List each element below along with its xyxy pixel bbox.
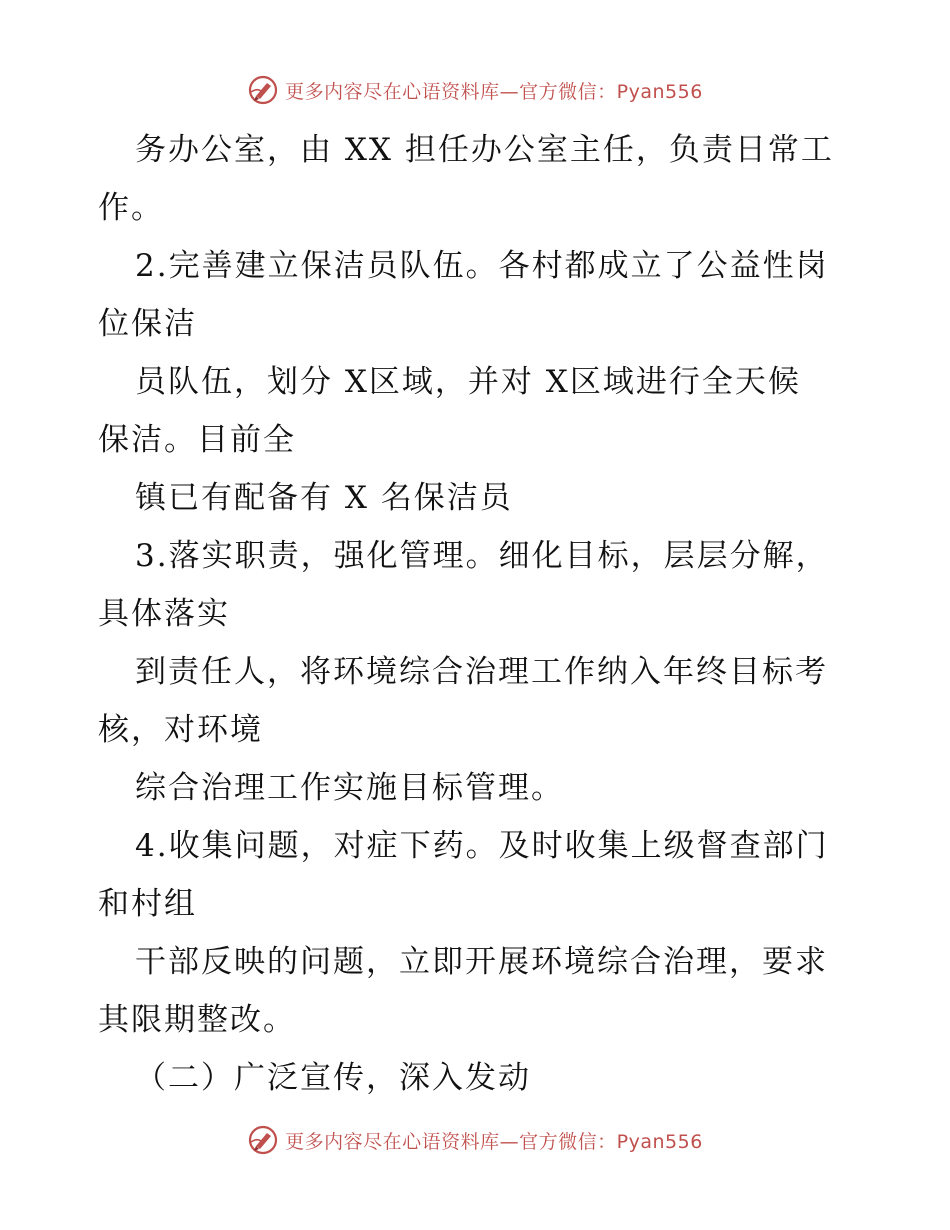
body-line: 到责任人，将环境综合治理工作纳入年终目标考 (135, 654, 828, 690)
body-line: 干部反映的问题，立即开展环境综合治理，要求 (135, 944, 828, 980)
body-line: 作。 (98, 190, 164, 226)
body-line: 3.落实职责，强化管理。细化目标，层层分解， (135, 538, 829, 574)
body-line: 4.收集问题，对症下药。及时收集上级督查部门 (135, 828, 829, 864)
body-line: 其限期整改。 (98, 1002, 296, 1038)
body-line: 保洁。目前全 (98, 422, 296, 458)
body-line: 员队伍，划分 X区域，并对 X区域进行全天候 (135, 364, 801, 400)
body-line: 综合治理工作实施目标管理。 (135, 770, 564, 806)
header-banner (0, 70, 950, 110)
section-heading: （二）广泛宣传，深入发动 (135, 1060, 531, 1096)
footer-banner-text: 更多内容尽在心语资料库—官方微信：Pyan556 (285, 1130, 703, 1153)
body-line: 具体落实 (98, 596, 230, 632)
body-line: 务办公室，由 XX 担任办公室主任，负责日常工 (135, 132, 834, 168)
header-banner-text: 更多内容尽在心语资料库—官方微信：Pyan556 (285, 80, 703, 103)
body-line: 核，对环境 (98, 712, 263, 748)
body-line: 和村组 (98, 886, 197, 922)
body-line: 镇已有配备有 X 名保洁员 (135, 480, 513, 516)
footer-banner (0, 1120, 950, 1160)
pen-logo-icon (247, 74, 279, 106)
body-line: 位保洁 (98, 306, 197, 342)
body-line: 2.完善建立保洁员队伍。各村都成立了公益性岗 (135, 248, 829, 284)
pen-logo-icon (247, 1124, 279, 1156)
